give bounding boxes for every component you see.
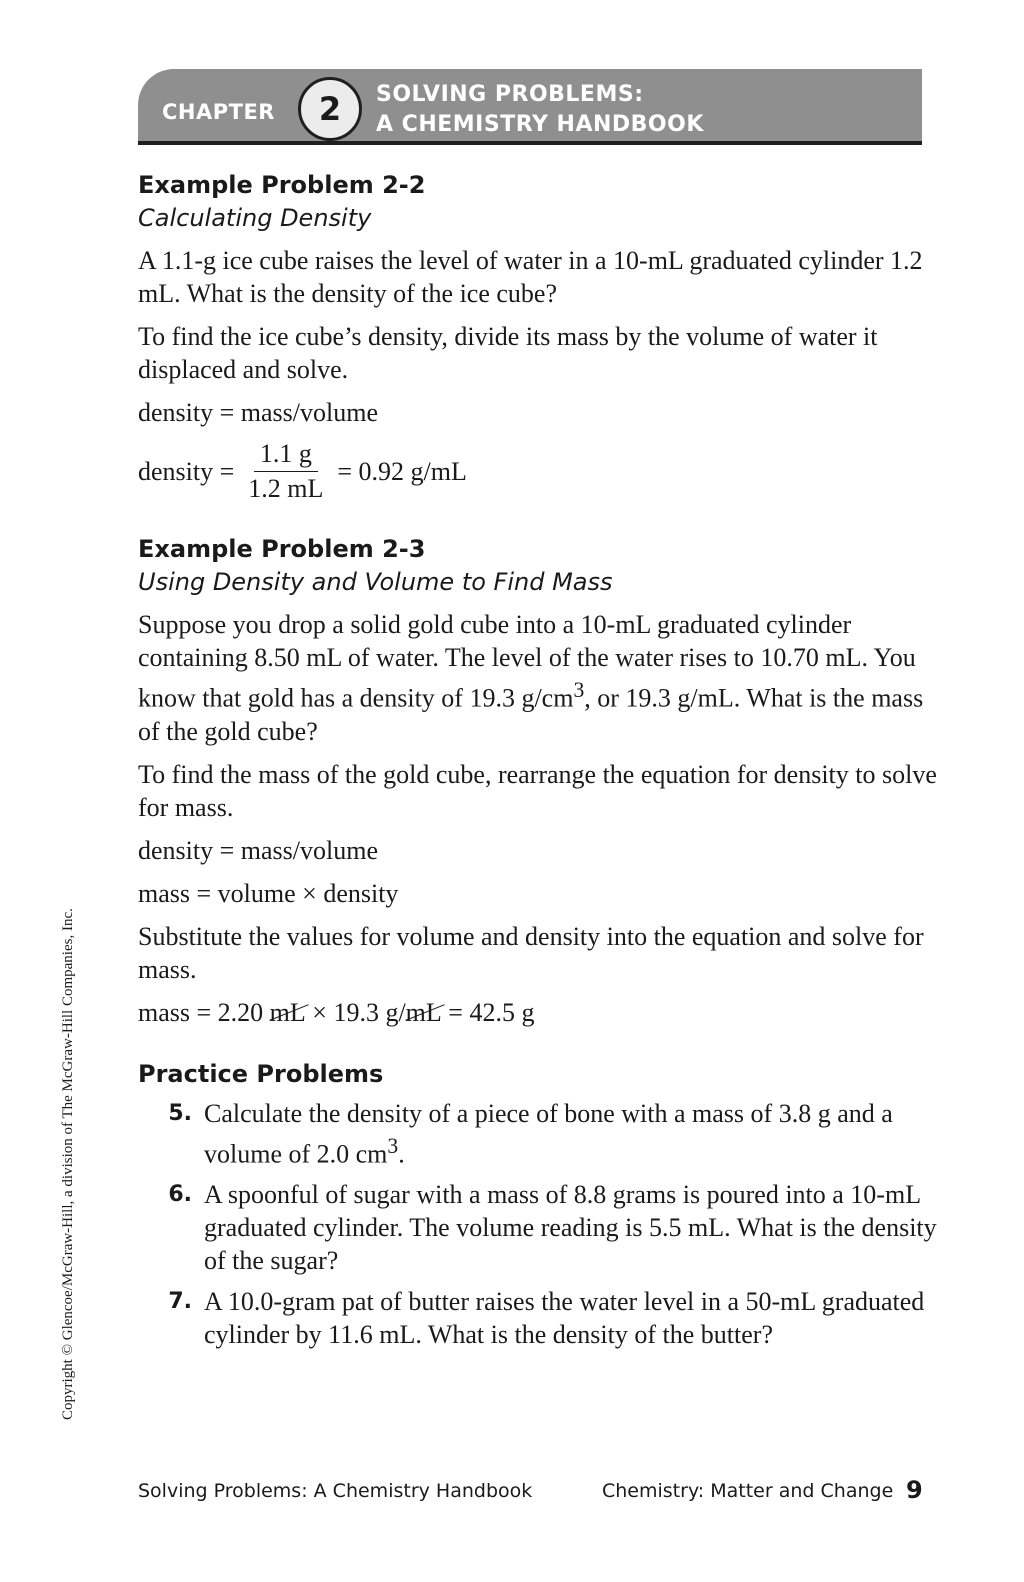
section-heading: Practice Problems — [138, 1059, 384, 1088]
problem-statement: Suppose you drop a solid gold cube into a 10-mL graduated cylinder containing 8.50 mL of water. The level of the water rises to 10.70 mL. You know that gold has a density of 19.3 $g/cm^3$, or 19.3 g/mL. What is the mass of the gold cube? — [138, 610, 924, 746]
solution-text: Substitute the values for volume and density into the equation and solve for mass. — [138, 921, 924, 984]
equation-with-cancellation: mass = 2.20 mL × 19.3 g/mL = 42.5 g — [138, 997, 535, 1027]
example-problem-2-2 — [138, 168, 938, 504]
practice-item — [138, 1285, 938, 1351]
section-heading: Example Problem 2-2 — [138, 171, 426, 199]
fraction-equation — [138, 439, 938, 504]
item-text: A 10.0-gram pat of butter raises the water level in a 50-mL graduated cylinder by 11.6 mL. What is the density of the butter? — [204, 1287, 925, 1350]
page-number: 9 — [906, 1476, 923, 1504]
equation: density = mass/volume — [138, 835, 378, 865]
footer-book-title: Solving Problems: A Chemistry Handbook — [138, 1480, 533, 1502]
footer-course-title: Chemistry: Matter and Change — [602, 1480, 894, 1502]
chapter-title-line1: SOLVING PROBLEMS: — [376, 82, 644, 107]
section-subtitle: Using Density and Volume to Find Mass — [138, 568, 613, 596]
practice-item — [138, 1097, 938, 1171]
chapter-label: CHAPTER — [162, 100, 275, 124]
solution-text: To find the ice cube’s density, divide its mass by the volume of water it displaced and solve. — [138, 322, 878, 384]
item-text: Calculate the density of a piece of bone with a mass of 3.8 g and a volume of 2.0 $cm^3$. — [204, 1098, 893, 1169]
copyright-notice: Copyright © Glencoe/McGraw-Hill, a division of The McGraw-Hill Companies, Inc. — [60, 908, 76, 1420]
example-problem-2-3 — [138, 532, 938, 1029]
problem-statement: A 1.1-g ice cube raises the level of water in a 10-mL graduated cylinder 1.2 mL. What is the density of the ice cube? — [138, 246, 923, 308]
equation: mass = volume × density — [138, 878, 399, 908]
fraction-denominator: 1.2 mL — [248, 474, 324, 503]
equation: density = mass/volume — [138, 398, 378, 427]
chapter-title — [376, 80, 704, 140]
fraction-numerator: 1.1 g — [254, 439, 318, 472]
item-number: 5. — [168, 1100, 192, 1126]
page-content — [138, 168, 938, 1359]
cancelled-unit: mL — [269, 997, 306, 1027]
chapter-number-badge: 2 — [298, 77, 362, 141]
item-number: 6. — [168, 1182, 192, 1208]
section-heading: Example Problem 2-3 — [138, 535, 426, 563]
item-number: 7. — [168, 1289, 192, 1315]
solution-text: To find the mass of the gold cube, rearrange the equation for density to solve for mass. — [138, 759, 937, 822]
item-text: A spoonful of sugar with a mass of 8.8 grams is poured into a 10-mL graduated cylinder. The volume reading is 5.5 mL. What is the density of the sugar? — [204, 1180, 937, 1276]
practice-problems — [138, 1057, 938, 1352]
chapter-title-line2: A CHEMISTRY HANDBOOK — [376, 112, 704, 137]
fraction — [248, 439, 323, 504]
equation-right: = 0.92 g/mL — [337, 456, 467, 486]
practice-item — [138, 1178, 938, 1277]
equation-left: density = — [138, 456, 235, 486]
section-subtitle: Calculating Density — [138, 204, 372, 232]
cancelled-unit: mL — [405, 997, 442, 1027]
